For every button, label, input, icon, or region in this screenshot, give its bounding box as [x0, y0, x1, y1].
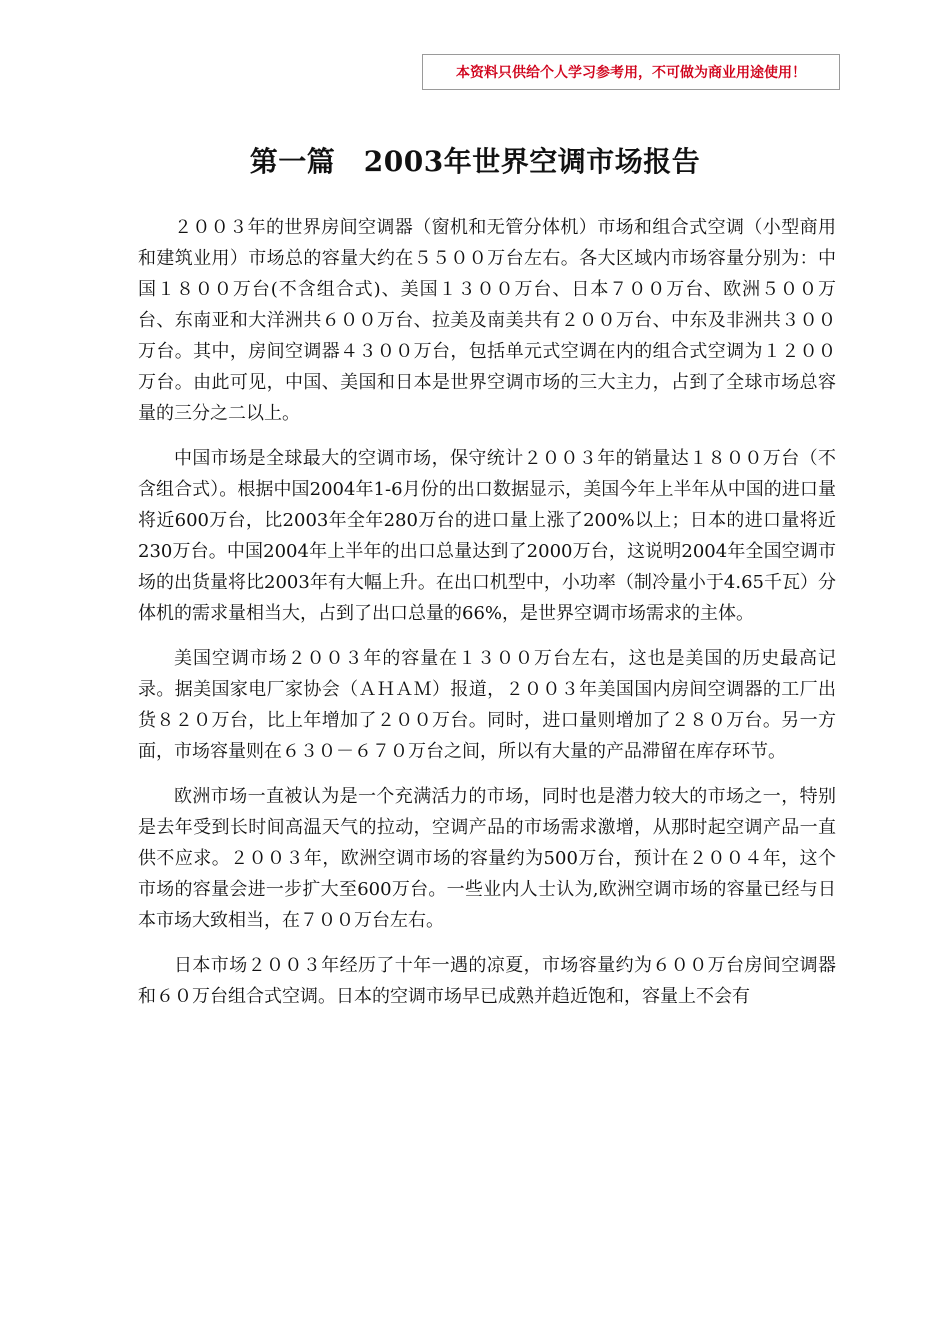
paragraph-japan-market: 日本市场２００３年经历了十年一遇的凉夏，市场容量约为６００万台房间空调器和６０万台组合式空调。日本的空调市场早已成熟并趋近饱和，容量上不会有	[138, 955, 836, 1007]
document-title: 第一篇 2003年世界空调市场报告	[249, 145, 701, 178]
paragraph-china-market: 中国市场是全球最大的空调市场，保守统计２００３年的销量达１８００万台（不含组合式）。根据中国2004年1-6月份的出口数据显示，美国今年上半年从中国的进口量将近600万台，比2003年全年280万台的进口量上涨了200%以上；日本的进口量将近230万台。中国2004年上半年的出口总量达到了2000万台，这说明2004年全国空调市场的出货量将比2003年有大幅上升。在出口机型中，小功率（制冷量小于4.65千瓦）分体机的需求量相当大，占到了出口总量的66%，是世界空调市场需求的主体。	[138, 448, 836, 624]
usage-notice-text: 本资料只供给个人学习参考用，不可做为商业用途使用！	[456, 65, 806, 81]
paragraph-europe-market: 欧洲市场一直被认为是一个充满活力的市场，同时也是潜力较大的市场之一，特别是去年受到长时间高温天气的拉动，空调产品的市场需求激增，从那时起空调产品一直供不应求。２００３年，欧洲空调市场的容量约为500万台，预计在２００４年，这个市场的容量会进一步扩大至600万台。一些业内人士认为,欧洲空调市场的容量已经与日本市场大致相当，在７００万台左右。	[138, 786, 836, 931]
document-body	[138, 212, 836, 1026]
paragraph-us-market: 美国空调市场２００３年的容量在１３００万台左右，这也是美国的历史最高记录。据美国家电厂家协会（ＡＨＡＭ）报道，２００３年美国国内房间空调器的工厂出货８２０万台，比上年增加了２００万台。同时，进口量则增加了２８０万台。另一方面，市场容量则在６３０－６７０万台之间，所以有大量的产品滞留在库存环节。	[138, 648, 836, 762]
paragraph-world-market: ２００３年的世界房间空调器（窗机和无管分体机）市场和组合式空调（小型商用和建筑业用）市场总的容量大约在５５００万台左右。各大区域内市场容量分别为：中国１８００万台(不含组合式)、美国１３００万台、日本７００万台、欧洲５００万台、东南亚和大洋洲共６００万台、拉美及南美共有２００万台、中东及非洲共３００万台。其中，房间空调器４３００万台，包括单元式空调在内的组合式空调为１２００万台。由此可见，中国、美国和日本是世界空调市场的三大主力，占到了全球市场总容量的三分之二以上。	[138, 217, 836, 424]
usage-notice	[422, 54, 840, 90]
